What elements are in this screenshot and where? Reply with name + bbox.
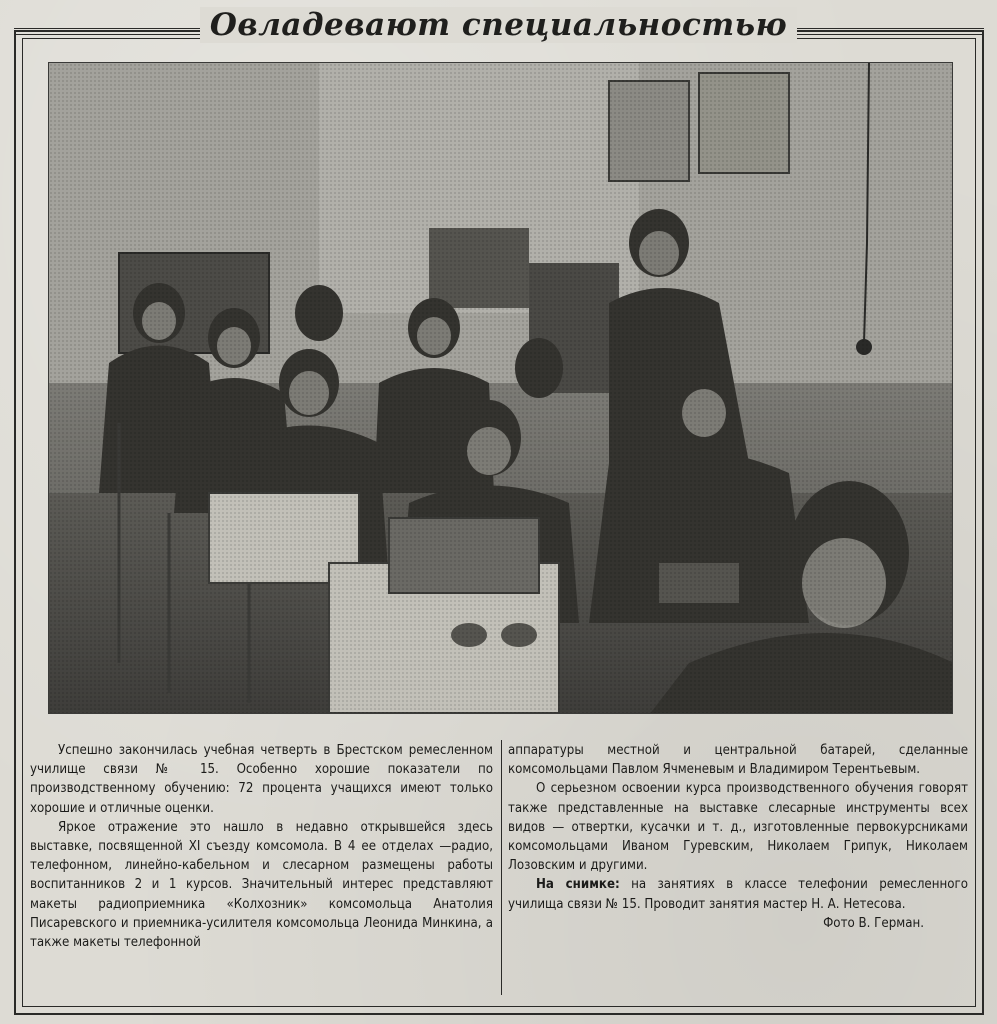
article-paragraph: О серьезном освоении курса производственного обучения говорят также представленные на выставке слесарные инструменты всех видов — отвертки, кусачки и т. д., изготовленные первокурсниками комсомольцами Иваном Гуревским, Николаем Грипук, Николаем Лозовским и другими. bbox=[508, 781, 968, 874]
column-divider bbox=[501, 740, 502, 995]
article-column-left bbox=[30, 741, 493, 952]
article-paragraph-continued: аппаратуры местной и центральной батарей, сделанные комсомольцами Павлом Ячменевым и Владимиром Терентьевым. bbox=[508, 743, 968, 778]
article-paragraph: Яркое отражение это нашло в недавно открывшейся здесь выставке, посвященной XI съезду комсомола. В 4 ее отделах —радио, телефонном, линейно-кабельном и слесарном размещены работы воспитанников 2 и 1 курсов. Значительный интерес представляют макеты радиоприемника «Колхозник» комсомольца Анатолия Писаревского и приемника-усилителя комсомольца Леонида Минкина, а также макеты телефонной bbox=[30, 819, 493, 951]
photo-caption-text: на занятиях в классе телефонии ремесленного училища связи № 15. Проводит занятия мастер Н. А. Нетесова. bbox=[508, 877, 968, 912]
photo-caption-label: На снимке: bbox=[536, 877, 620, 893]
photo-caption bbox=[508, 875, 968, 913]
headline-area bbox=[0, 0, 997, 50]
headline: Овладевают специальностью bbox=[200, 7, 797, 43]
article-photograph bbox=[48, 62, 953, 714]
article-column-right bbox=[508, 741, 968, 933]
photo-credit: Фото В. Герман. bbox=[823, 915, 924, 931]
article-paragraph: Успешно закончилась учебная четверть в Брестском ремесленном училище связи № 15. Особенно хорошие показатели по производственному обучению: 72 процента учащихся имеют только хорошие и отличные оценки. bbox=[30, 743, 493, 816]
